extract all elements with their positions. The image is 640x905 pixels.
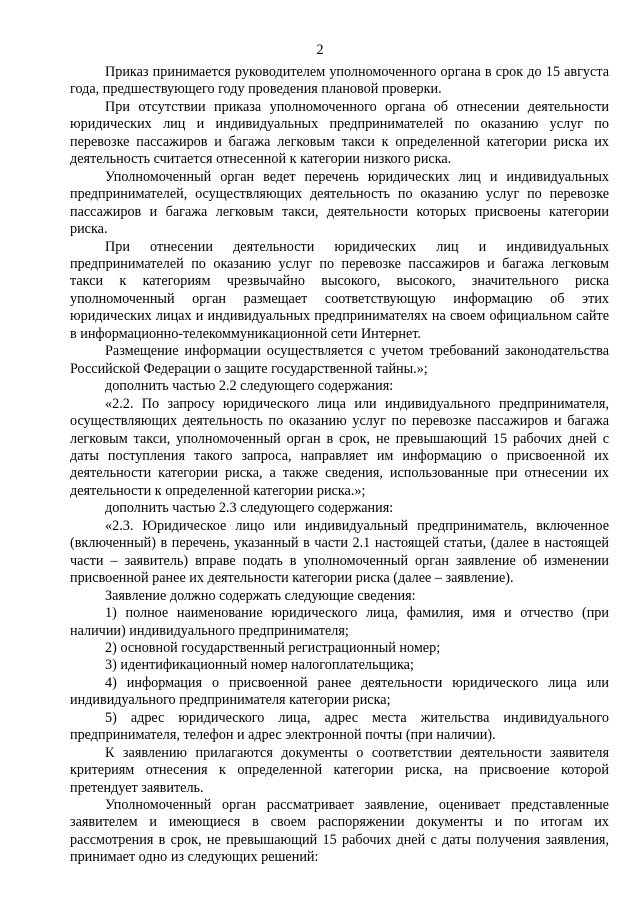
paragraph-add-part-2-3: дополнить частью 2.3 следующего содержания: — [105, 500, 394, 517]
paragraph-risk-register: Уполномоченный орган ведет перечень юридических лиц и индивидуальных предпринимателей, осуществляющих деятельность по оказанию услуг по перевозке пассажиров и багажа легковым такси, деятельности которых присвоены категории риска. — [70, 168, 609, 238]
list-item-5: 5) адрес юридического лица, адрес места жительства индивидуального предпринимателя, телефон и адрес электронной почты (при наличии). — [70, 709, 609, 744]
paragraph-review-decision: Уполномоченный орган рассматривает заявление, оценивает представленные заявителем и имеющиеся в своем распоряжении документы и по итогам их рассмотрения в срок, не превышающий 15 рабочих дней с даты получения заявления, принимает одно из следующих решений: — [70, 797, 609, 866]
list-item-1: 1) полное наименование юридического лица, фамилия, имя и отчество (при наличии) индивидуального предпринимателя; — [70, 605, 609, 639]
document-body — [70, 64, 609, 867]
paragraph-default-low-risk: При отсутствии приказа уполномоченного органа об отнесении деятельности юридических лиц и индивидуальных предпринимателей по оказанию услуг по перевозке пассажиров и багажа легковым такси к определенной категории риска их деятельность считается отнесенной к категории низкого риска. — [70, 98, 609, 168]
list-item-3: 3) идентификационный номер налогоплательщика; — [105, 657, 414, 674]
paragraph-publication-on-website: При отнесении деятельности юридических лиц и индивидуальных предпринимателей по оказанию услуг по перевозке пассажиров и багажа легковым такси к категориям чрезвычайно высокого, высокого, значительного риска уполномоченный орган размещает соответствующую информацию об этих юридических лицах и индивидуальных предпринимателях на своем официальном сайте в информационно-телекоммуникационной сети Интернет. — [70, 238, 609, 342]
paragraph-state-secret: Размещение информации осуществляется с учетом требований законодательства Российской Федерации о защите государственной тайны.»; — [70, 343, 609, 377]
paragraph-add-part-2-2: дополнить частью 2.2 следующего содержания: — [105, 378, 394, 395]
paragraph-order-deadline: Приказ принимается руководителем уполномоченного органа в срок до 15 августа года, предшествующего году проведения плановой проверки. — [70, 64, 609, 98]
paragraph-attached-documents: К заявлению прилагаются документы о соответствии деятельности заявителя критериям отнесения к определенной категории риска, на присвоение которой претендует заявитель. — [70, 744, 609, 796]
list-item-4: 4) информация о присвоенной ранее деятельности юридического лица или индивидуального предпринимателя категории риска; — [70, 674, 609, 709]
paragraph-application-contents: Заявление должно содержать следующие сведения: — [105, 587, 416, 604]
paragraph-part-2-3: «2.3. Юридическое лицо или индивидуальный предприниматель, включенное (включенный) в перечень, указанный в части 2.1 настоящей статьи, (далее в настоящей части – заявитель) вправе подать в уполномоченный орган заявление об изменении присвоенной ранее их деятельности категории риска (далее – заявление). — [70, 517, 609, 587]
paragraph-part-2-2: «2.2. По запросу юридического лица или индивидуального предпринимателя, осуществляющих деятельность по оказанию услуг по перевозке пассажиров и багажа легковым такси, уполномоченный орган в срок, не превышающий 15 рабочих дней с даты поступления такого запроса, направляет им информацию о присвоенной их деятельности категории риска, а также сведения, использованные при отнесении их деятельности к определенной категории риска.»; — [70, 395, 609, 499]
list-item-2: 2) основной государственный регистрационный номер; — [105, 639, 441, 656]
page-number: 2 — [316, 42, 324, 58]
